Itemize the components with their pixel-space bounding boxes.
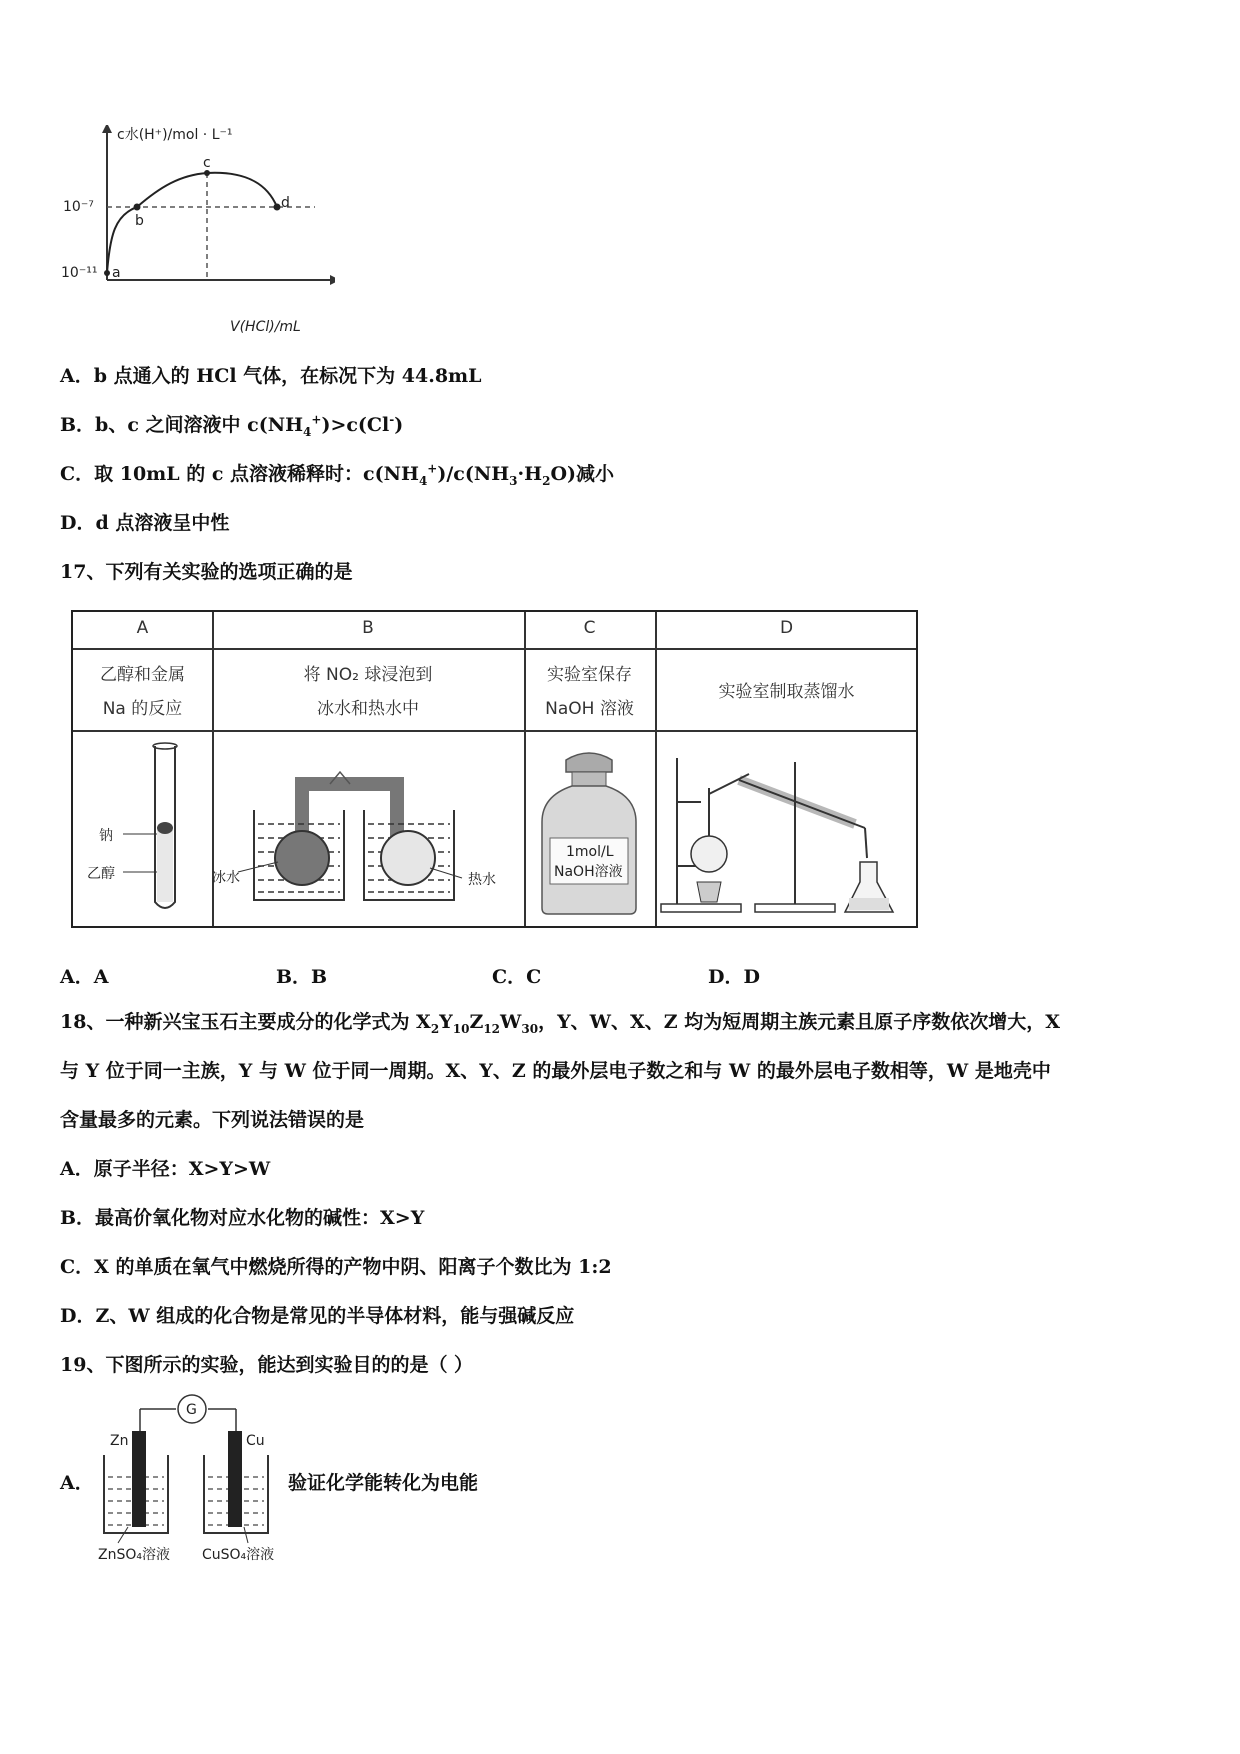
cell-b-line2: 冰水和热水中 — [317, 699, 419, 719]
point-c-label: c — [203, 155, 211, 171]
galvanic-cell-diagram — [98, 1393, 298, 1568]
zn-label: Zn — [110, 1433, 129, 1449]
q18-option-c: C．X 的单质在氧气中燃烧所得的产物中阴、阳离子个数比为 1:2 — [60, 1256, 612, 1278]
header-c: C — [583, 618, 596, 638]
q17-stem: 17、下列有关实验的选项正确的是 — [60, 561, 353, 583]
cell-c-line1: 实验室保存 — [547, 665, 632, 685]
tick-1e-11: 10⁻¹¹ — [61, 265, 98, 281]
ice-water-label: 冰水 — [212, 870, 240, 886]
q18-stem-line3: 含量最多的元素。下列说法错误的是 — [60, 1109, 365, 1131]
q18-stem-line1: 18、一种新兴宝玉石主要成分的化学式为 $X_2Y_{10}Z_{12}W_{30}$，Y、W、X、Z 均为短周期主族元素且原子序数依次增大，X — [60, 1011, 1060, 1036]
sodium-label: 钠 — [99, 828, 113, 844]
test-tube-diagram — [73, 732, 212, 926]
q17-option-d: D．D — [708, 966, 760, 988]
header-b: B — [362, 618, 374, 638]
q16-option-d: D．d 点溶液呈中性 — [60, 512, 230, 534]
cell-a-line2: Na 的反应 — [102, 699, 183, 719]
q16-option-a: A．b 点通入的 HCl 气体，在标况下为 44.8mL — [60, 365, 482, 387]
cu-label: Cu — [246, 1433, 265, 1449]
titration-graph — [55, 125, 335, 340]
q18-option-d: D．Z、W 组成的化合物是常见的半导体材料，能与强碱反应 — [60, 1305, 575, 1327]
q18-option-b: B．最高价氧化物对应水化物的碱性：X>Y — [60, 1207, 425, 1229]
distillation-diagram — [655, 732, 918, 926]
q19-option-a-text: 验证化学能转化为电能 — [288, 1472, 479, 1494]
reagent-bottle-diagram — [524, 732, 655, 926]
no2-bulbs-diagram — [212, 732, 524, 926]
header-d: D — [779, 618, 794, 638]
q18-stem-line2: 与 Y 位于同一主族，Y 与 W 位于同一周期。X、Y、Z 的最外层电子数之和与 W 的最外层电子数相等，W 是地壳中 — [60, 1060, 1051, 1082]
point-b-label: b — [135, 213, 144, 229]
q17-option-b: B．B — [276, 966, 328, 988]
q17-experiment-table — [71, 610, 918, 928]
cuso4-label: CuSO₄溶液 — [202, 1547, 275, 1563]
tick-1e-7: 10⁻⁷ — [63, 199, 94, 215]
ethanol-label: 乙醇 — [87, 866, 115, 882]
znso4-label: ZnSO₄溶液 — [98, 1547, 170, 1563]
q17-option-a: A．A — [60, 966, 109, 988]
q19-stem: 19、下图所示的实验，能达到实验目的的是（ ） — [60, 1354, 474, 1376]
x-axis-label: V(HCl)/mL — [230, 319, 301, 335]
galvanometer-label: G — [186, 1402, 197, 1418]
q16-option-b: B．b、c 之间溶液中 $c(NH_4^+)>c(Cl^-)$ — [60, 412, 404, 439]
bottle-label-2: NaOH溶液 — [554, 864, 623, 880]
cell-a-line1: 乙醇和金属 — [100, 665, 185, 685]
cell-b-line1: 将 NO₂ 球浸泡到 — [303, 665, 433, 685]
hot-water-label: 热水 — [468, 872, 496, 888]
cell-d: 实验室制取蒸馏水 — [718, 682, 855, 702]
point-d-label: d — [281, 195, 290, 211]
q17-option-c: C．C — [492, 966, 542, 988]
point-a-label: a — [112, 265, 121, 281]
q16-option-c: C．取 10mL 的 c 点溶液稀释时：$c(NH_4^+)/c(NH_3\cdot H_2O)$减小 — [60, 461, 615, 488]
q19-option-a-label: A． — [60, 1472, 94, 1494]
q18-option-a: A．原子半径：X>Y>W — [60, 1158, 271, 1180]
cell-c-line2: NaOH 溶液 — [545, 699, 634, 719]
header-a: A — [136, 618, 149, 638]
bottle-label-1: 1mol/L — [566, 844, 614, 860]
y-axis-label: c水(H⁺)/mol · L⁻¹ — [117, 127, 233, 143]
